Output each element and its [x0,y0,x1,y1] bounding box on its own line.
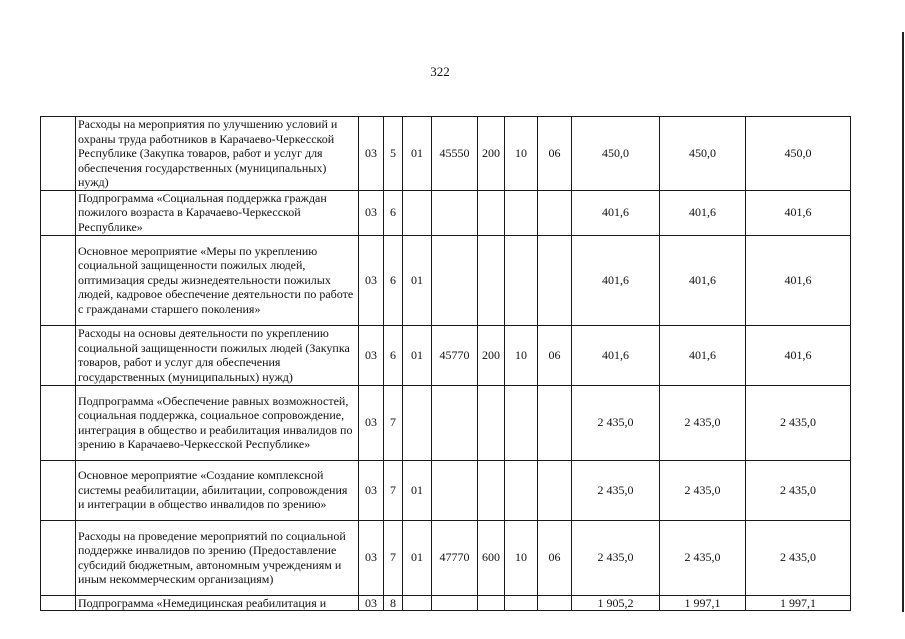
table-row [41,595,851,611]
program-code: 03 [359,117,384,191]
table-row [41,190,851,235]
row-index-cell [41,595,76,611]
table-row [41,325,851,385]
amount-year-1: 1 905,2 [572,595,660,611]
amount-year-2: 1 997,1 [660,595,746,611]
expense-type-code [478,460,505,520]
item-name: Подпрограмма «Обеспечение равных возможностей, социальная поддержка, социальное сопровождение, интеграция в общество и реабилитация инвалидов по зрению в Карачаево-Черкесской Республике» [76,385,359,460]
amount-year-2: 2 435,0 [660,460,746,520]
main-event-code: 01 [403,117,432,191]
table-row [41,460,851,520]
amount-year-3: 401,6 [746,235,851,325]
main-event-code: 01 [403,520,432,595]
row-index-cell [41,460,76,520]
amount-year-3: 2 435,0 [746,520,851,595]
direction-code [432,235,478,325]
amount-year-3: 2 435,0 [746,460,851,520]
amount-year-1: 2 435,0 [572,385,660,460]
row-index-cell [41,190,76,235]
section-code: 10 [505,520,538,595]
expense-type-code: 200 [478,117,505,191]
program-code: 03 [359,235,384,325]
amount-year-2: 401,6 [660,190,746,235]
table-row [41,117,851,191]
subprogram-code: 7 [384,385,403,460]
item-name: Основное мероприятие «Меры по укреплению социальной защищенности пожилых людей, оптимизация среды жизнедеятельности пожилых людей, кадровое обеспечение деятельности по работе с гражданами старшего поколения» [76,235,359,325]
main-event-code: 01 [403,235,432,325]
item-name: Подпрограмма «Социальная поддержка граждан пожилого возраста в Карачаево-Черкесской Республике» [76,190,359,235]
expense-type-code: 200 [478,325,505,385]
subsection-code [538,235,572,325]
section-code [505,385,538,460]
main-event-code [403,190,432,235]
item-name: Расходы на проведение мероприятий по социальной поддержке инвалидов по зрению (Предоставление субсидий бюджетным, автономным учреждениям и иным некоммерческим организациям) [76,520,359,595]
section-code [505,190,538,235]
item-name: Расходы на мероприятия по улучшению условий и охраны труда работников в Карачаево-Черкесской Республике (Закупка товаров, работ и услуг для обеспечения государственных (муниципальных) нужд) [76,117,359,191]
item-name: Подпрограмма «Немедицинская реабилитация и [76,595,359,611]
program-code: 03 [359,325,384,385]
direction-code [432,595,478,611]
amount-year-2: 450,0 [660,117,746,191]
amount-year-3: 450,0 [746,117,851,191]
subprogram-code: 7 [384,460,403,520]
subsection-code: 06 [538,117,572,191]
table-row [41,235,851,325]
program-code: 03 [359,460,384,520]
amount-year-1: 401,6 [572,190,660,235]
table-row [41,520,851,595]
direction-code [432,190,478,235]
expense-type-code [478,190,505,235]
row-index-cell [41,385,76,460]
amount-year-3: 401,6 [746,190,851,235]
subsection-code [538,460,572,520]
amount-year-1: 2 435,0 [572,520,660,595]
amount-year-3: 2 435,0 [746,385,851,460]
table-row [41,385,851,460]
subsection-code: 06 [538,520,572,595]
amount-year-2: 2 435,0 [660,385,746,460]
direction-code [432,460,478,520]
subprogram-code: 7 [384,520,403,595]
row-index-cell [41,235,76,325]
amount-year-2: 2 435,0 [660,520,746,595]
expense-type-code [478,385,505,460]
row-index-cell [41,325,76,385]
amount-year-1: 401,6 [572,325,660,385]
item-name: Основное мероприятие «Создание комплексной системы реабилитации, абилитации, сопровождения и интеграции в общество инвалидов по зрению» [76,460,359,520]
expense-type-code [478,595,505,611]
main-event-code: 01 [403,460,432,520]
subsection-code [538,190,572,235]
amount-year-3: 1 997,1 [746,595,851,611]
program-code: 03 [359,385,384,460]
section-code: 10 [505,117,538,191]
row-index-cell [41,117,76,191]
subprogram-code: 8 [384,595,403,611]
program-code: 03 [359,595,384,611]
expense-type-code: 600 [478,520,505,595]
subprogram-code: 6 [384,325,403,385]
program-code: 03 [359,190,384,235]
amount-year-1: 2 435,0 [572,460,660,520]
program-code: 03 [359,520,384,595]
section-code [505,595,538,611]
page-number: 322 [430,64,450,79]
subsection-code [538,595,572,611]
amount-year-1: 401,6 [572,235,660,325]
subprogram-code: 6 [384,235,403,325]
subsection-code [538,385,572,460]
section-code: 10 [505,325,538,385]
budget-table [40,116,851,611]
section-code [505,460,538,520]
expense-type-code [478,235,505,325]
amount-year-2: 401,6 [660,325,746,385]
row-index-cell [41,520,76,595]
amount-year-2: 401,6 [660,235,746,325]
direction-code: 47770 [432,520,478,595]
direction-code [432,385,478,460]
main-event-code: 01 [403,325,432,385]
section-code [505,235,538,325]
main-event-code [403,595,432,611]
item-name: Расходы на основы деятельности по укреплению социальной защищенности пожилых людей (Закупка товаров, работ и услуг для обеспечения государственных (муниципальных) нужд) [76,325,359,385]
direction-code: 45550 [432,117,478,191]
subsection-code: 06 [538,325,572,385]
subprogram-code: 6 [384,190,403,235]
amount-year-3: 401,6 [746,325,851,385]
amount-year-1: 450,0 [572,117,660,191]
page-edge-line [902,32,904,612]
subprogram-code: 5 [384,117,403,191]
main-event-code [403,385,432,460]
direction-code: 45770 [432,325,478,385]
